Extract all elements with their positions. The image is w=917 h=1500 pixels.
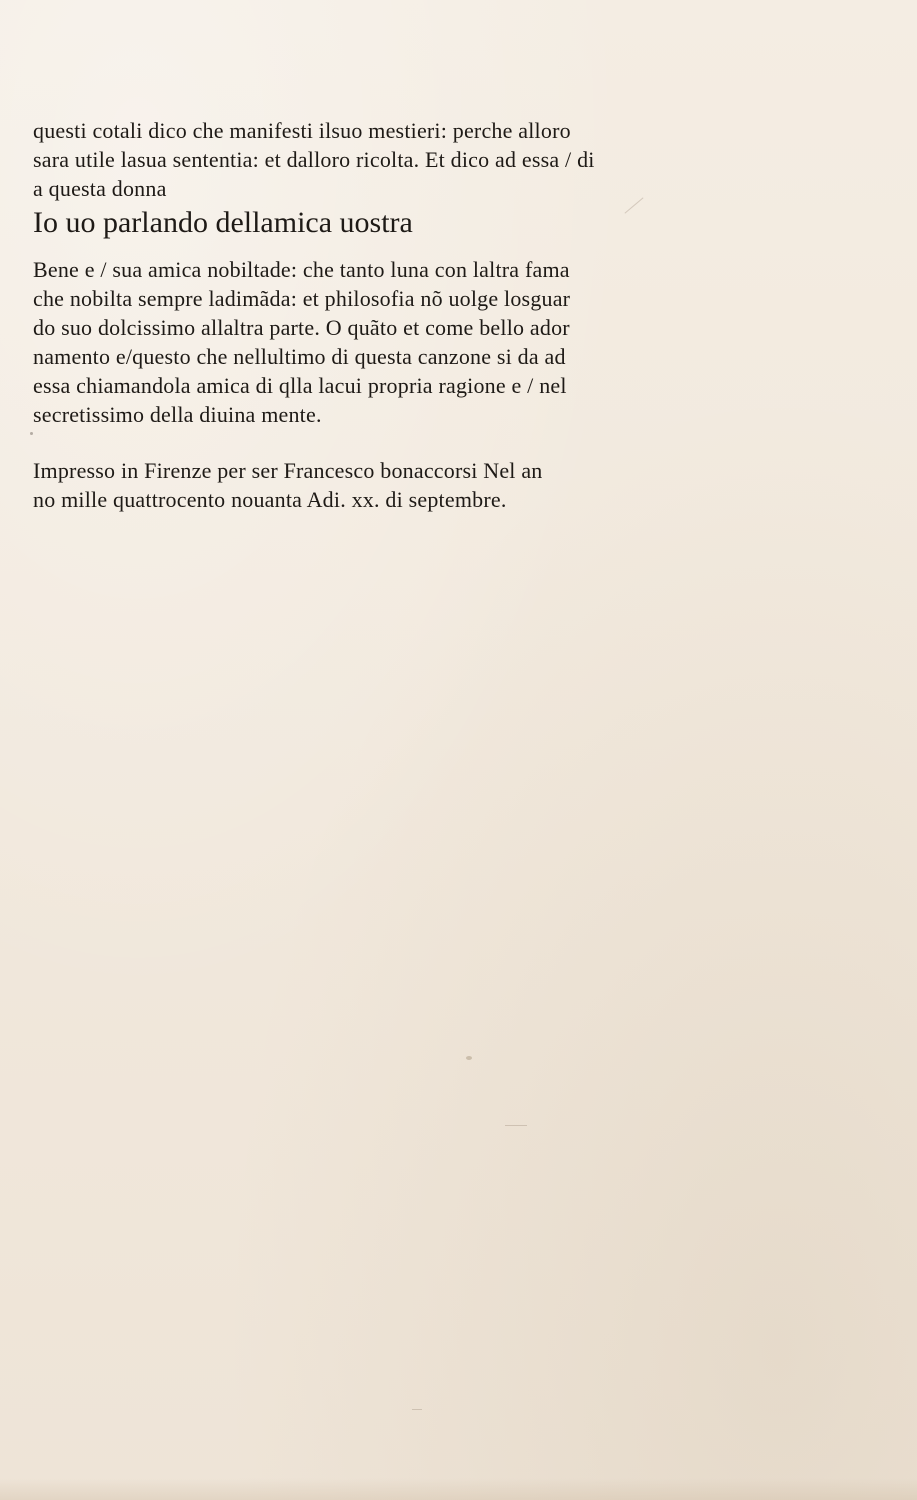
text-line: questi cotali dico che manifesti ilsuo mestieri: perche alloro (33, 118, 571, 143)
paragraph-two (33, 255, 673, 429)
ink-speck (30, 432, 33, 435)
page-bottom-edge (0, 1478, 917, 1500)
text-line: sara utile lasua sententia: et dalloro ricolta. Et dico ad essa / di (33, 147, 595, 172)
text-line: secretissimo della diuina mente. (33, 402, 322, 427)
text-line: do suo dolcissimo allaltra parte. O quãto et come bello ador (33, 315, 570, 340)
paragraph-one (33, 116, 673, 203)
text-line: Impresso in Firenze per ser Francesco bonaccorsi Nel an (33, 458, 543, 483)
text-line: che nobilta sempre ladimãda: et philosofia nõ uolge losguar (33, 286, 571, 311)
text-line: namento e/questo che nellultimo di questa canzone si da ad (33, 344, 566, 369)
text-line: a questa donna (33, 176, 167, 201)
paper-mark (412, 1409, 422, 1410)
text-line: essa chiamandola amica di qlla lacui propria ragione e / nel (33, 373, 567, 398)
paper-mark (505, 1125, 527, 1126)
section-heading: Io uo parlando dellamica uostra (33, 206, 413, 239)
text-line: Bene e / sua amica nobiltade: che tanto luna con laltra fama (33, 257, 570, 282)
ink-speck (466, 1056, 472, 1060)
colophon (33, 456, 673, 514)
text-line: no mille quattrocento nouanta Adi. xx. di septembre. (33, 487, 507, 512)
